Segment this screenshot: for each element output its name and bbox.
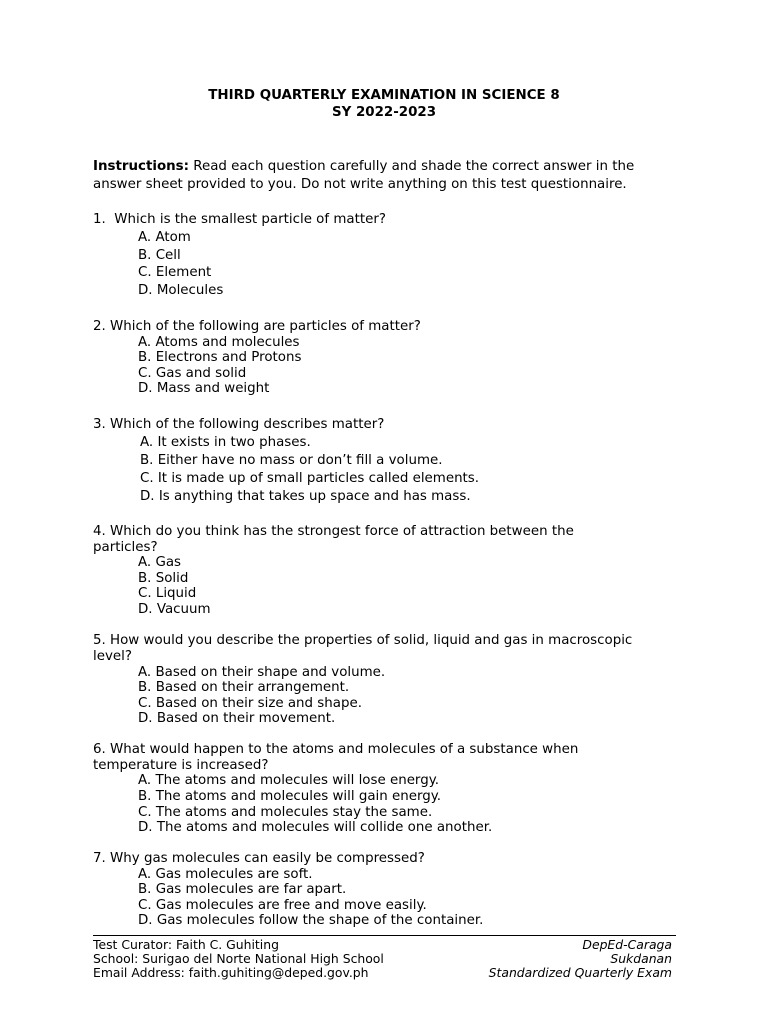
question-7	[93, 851, 425, 867]
footer-region: DepEd-Caraga	[582, 937, 672, 952]
footer-school: School: Surigao del Norte National High School	[93, 951, 384, 966]
question-text: Which of the following describes matter?	[110, 417, 385, 432]
question-5	[93, 633, 632, 649]
option: D. Based on their movement.	[138, 711, 336, 726]
option: C. Liquid	[138, 586, 197, 601]
question-text: What would happen to the atoms and molecules of a substance when	[110, 742, 579, 757]
question-number: 7.	[93, 851, 106, 866]
option: A. The atoms and molecules will lose energy.	[138, 773, 439, 788]
question-3	[93, 417, 384, 433]
option: B. Either have no mass or don’t fill a volume.	[140, 453, 443, 468]
question-number: 2.	[93, 319, 106, 334]
option: C. It is made up of small particles called elements.	[140, 471, 480, 486]
exam-title: THIRD QUARTERLY EXAMINATION IN SCIENCE 8	[208, 88, 560, 103]
footer-sukdanan: Sukdanan	[610, 951, 672, 966]
question-text-continued: level?	[93, 649, 132, 664]
option: D. Vacuum	[138, 602, 211, 617]
footer-exam-type: Standardized Quarterly Exam	[488, 965, 672, 980]
question-number: 1.	[93, 212, 106, 227]
question-text-continued: particles?	[93, 540, 158, 555]
option: B. Cell	[138, 248, 181, 263]
option: B. The atoms and molecules will gain energy.	[138, 789, 442, 804]
question-number: 3.	[93, 417, 106, 432]
question-text-continued: temperature is increased?	[93, 758, 269, 773]
question-number: 5.	[93, 633, 106, 648]
option: A. Gas	[138, 555, 181, 570]
option: B. Based on their arrangement.	[138, 680, 350, 695]
footer-divider	[93, 935, 676, 936]
option: D. The atoms and molecules will collide one another.	[138, 820, 493, 835]
option: A. It exists in two phases.	[140, 435, 311, 450]
question-text: Which do you think has the strongest force of attraction between the	[110, 524, 574, 539]
question-number: 4.	[93, 524, 106, 539]
footer-email: Email Address: faith.guhiting@deped.gov.ph	[93, 965, 369, 980]
school-year: SY 2022-2023	[331, 105, 437, 120]
option: C. Based on their size and shape.	[138, 696, 362, 711]
option: C. Element	[138, 265, 212, 280]
option: C. The atoms and molecules stay the same.	[138, 805, 433, 820]
question-text: Which is the smallest particle of matter?	[114, 212, 386, 227]
option: D. Is anything that takes up space and has mass.	[140, 489, 471, 504]
footer-curator: Test Curator: Faith C. Guhiting	[93, 937, 279, 952]
instructions	[93, 158, 683, 194]
option: D. Mass and weight	[138, 381, 270, 396]
question-text: How would you describe the properties of solid, liquid and gas in macroscopic	[110, 633, 633, 648]
question-number: 6.	[93, 742, 106, 757]
option: B. Gas molecules are far apart.	[138, 882, 347, 897]
question-text: Which of the following are particles of matter?	[110, 319, 421, 334]
option: B. Electrons and Protons	[138, 350, 302, 365]
question-6	[93, 742, 578, 758]
option: A. Gas molecules are soft.	[138, 867, 313, 882]
option: C. Gas and solid	[138, 366, 247, 381]
option: C. Gas molecules are free and move easily.	[138, 898, 427, 913]
question-1	[93, 212, 386, 228]
instructions-label: Instructions:	[93, 159, 190, 174]
option: D. Gas molecules follow the shape of the container.	[138, 913, 484, 928]
option: A. Based on their shape and volume.	[138, 665, 386, 680]
question-2	[93, 319, 421, 335]
option: B. Solid	[138, 571, 189, 586]
option: A. Atom	[138, 230, 191, 245]
option: A. Atoms and molecules	[138, 335, 300, 350]
question-text: Why gas molecules can easily be compressed?	[110, 851, 425, 866]
option: D. Molecules	[138, 283, 224, 298]
question-4	[93, 524, 574, 540]
instructions-text: Read each question carefully and shade the correct answer in the answer sheet provided to you. Do not write anything on this test questionnaire.	[93, 159, 635, 192]
